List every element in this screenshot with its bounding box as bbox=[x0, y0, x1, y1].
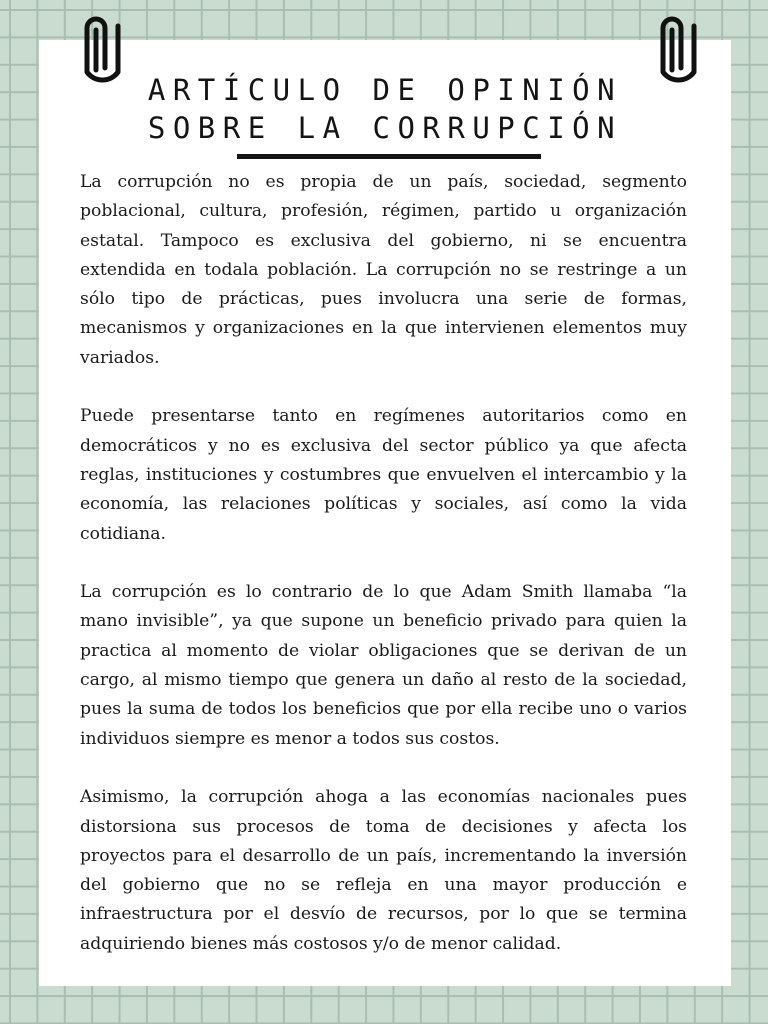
paragraph-1: La corrupción no es propia de un país, sociedad, segmento poblacional, cultura, profesión, régimen, partido u organización estatal. Tampoco es exclusiva del gobierno, ni se encuentra extendida en todala población. La corrupción no se restringe a un sólo tipo de prácticas, pues involucra una serie de formas, mecanismos y organizaciones en la que intervienen elementos muy variados. bbox=[80, 172, 687, 368]
title-line-1: ARTÍCULO DE OPINIÓN bbox=[147, 73, 623, 107]
paragraph-2: Puede presentarse tanto en regímenes autoritarios como en democráticos y no es exclusiva del sector público ya que afecta reglas, instituciones y costumbres que envuelven el intercambio y la economía, las relaciones políticas y sociales, así como la vida cotidiana. bbox=[80, 406, 687, 544]
paragraph-3: La corrupción es lo contrario de lo que Adam Smith llamaba “la mano invisible”, ya que supone un beneficio privado para quien la practica al momento de violar obligaciones que se derivan de un cargo, al mismo tiempo que genera un daño al resto de la sociedad, pues la suma de todos los beneficios que por ella recibe uno o varios individuos siempre es menor a todos sus costos. bbox=[80, 582, 687, 749]
title-line-2: SOBRE LA CORRUPCIÓN bbox=[147, 111, 623, 145]
article-body bbox=[80, 168, 687, 988]
page-title bbox=[39, 71, 731, 147]
paragraph-4: Asimismo, la corrupción ahoga a las economías nacionales pues distorsiona sus procesos de toma de decisiones y afecta los proyectos para el desarrollo de un país, incrementando la inversión del gobierno que no se refleja en una mayor producción e infraestructura por el desvío de recursos, por lo que se termina adquiriendo bienes más costosos y/o de menor calidad. bbox=[80, 787, 687, 954]
title-underline bbox=[237, 154, 541, 159]
